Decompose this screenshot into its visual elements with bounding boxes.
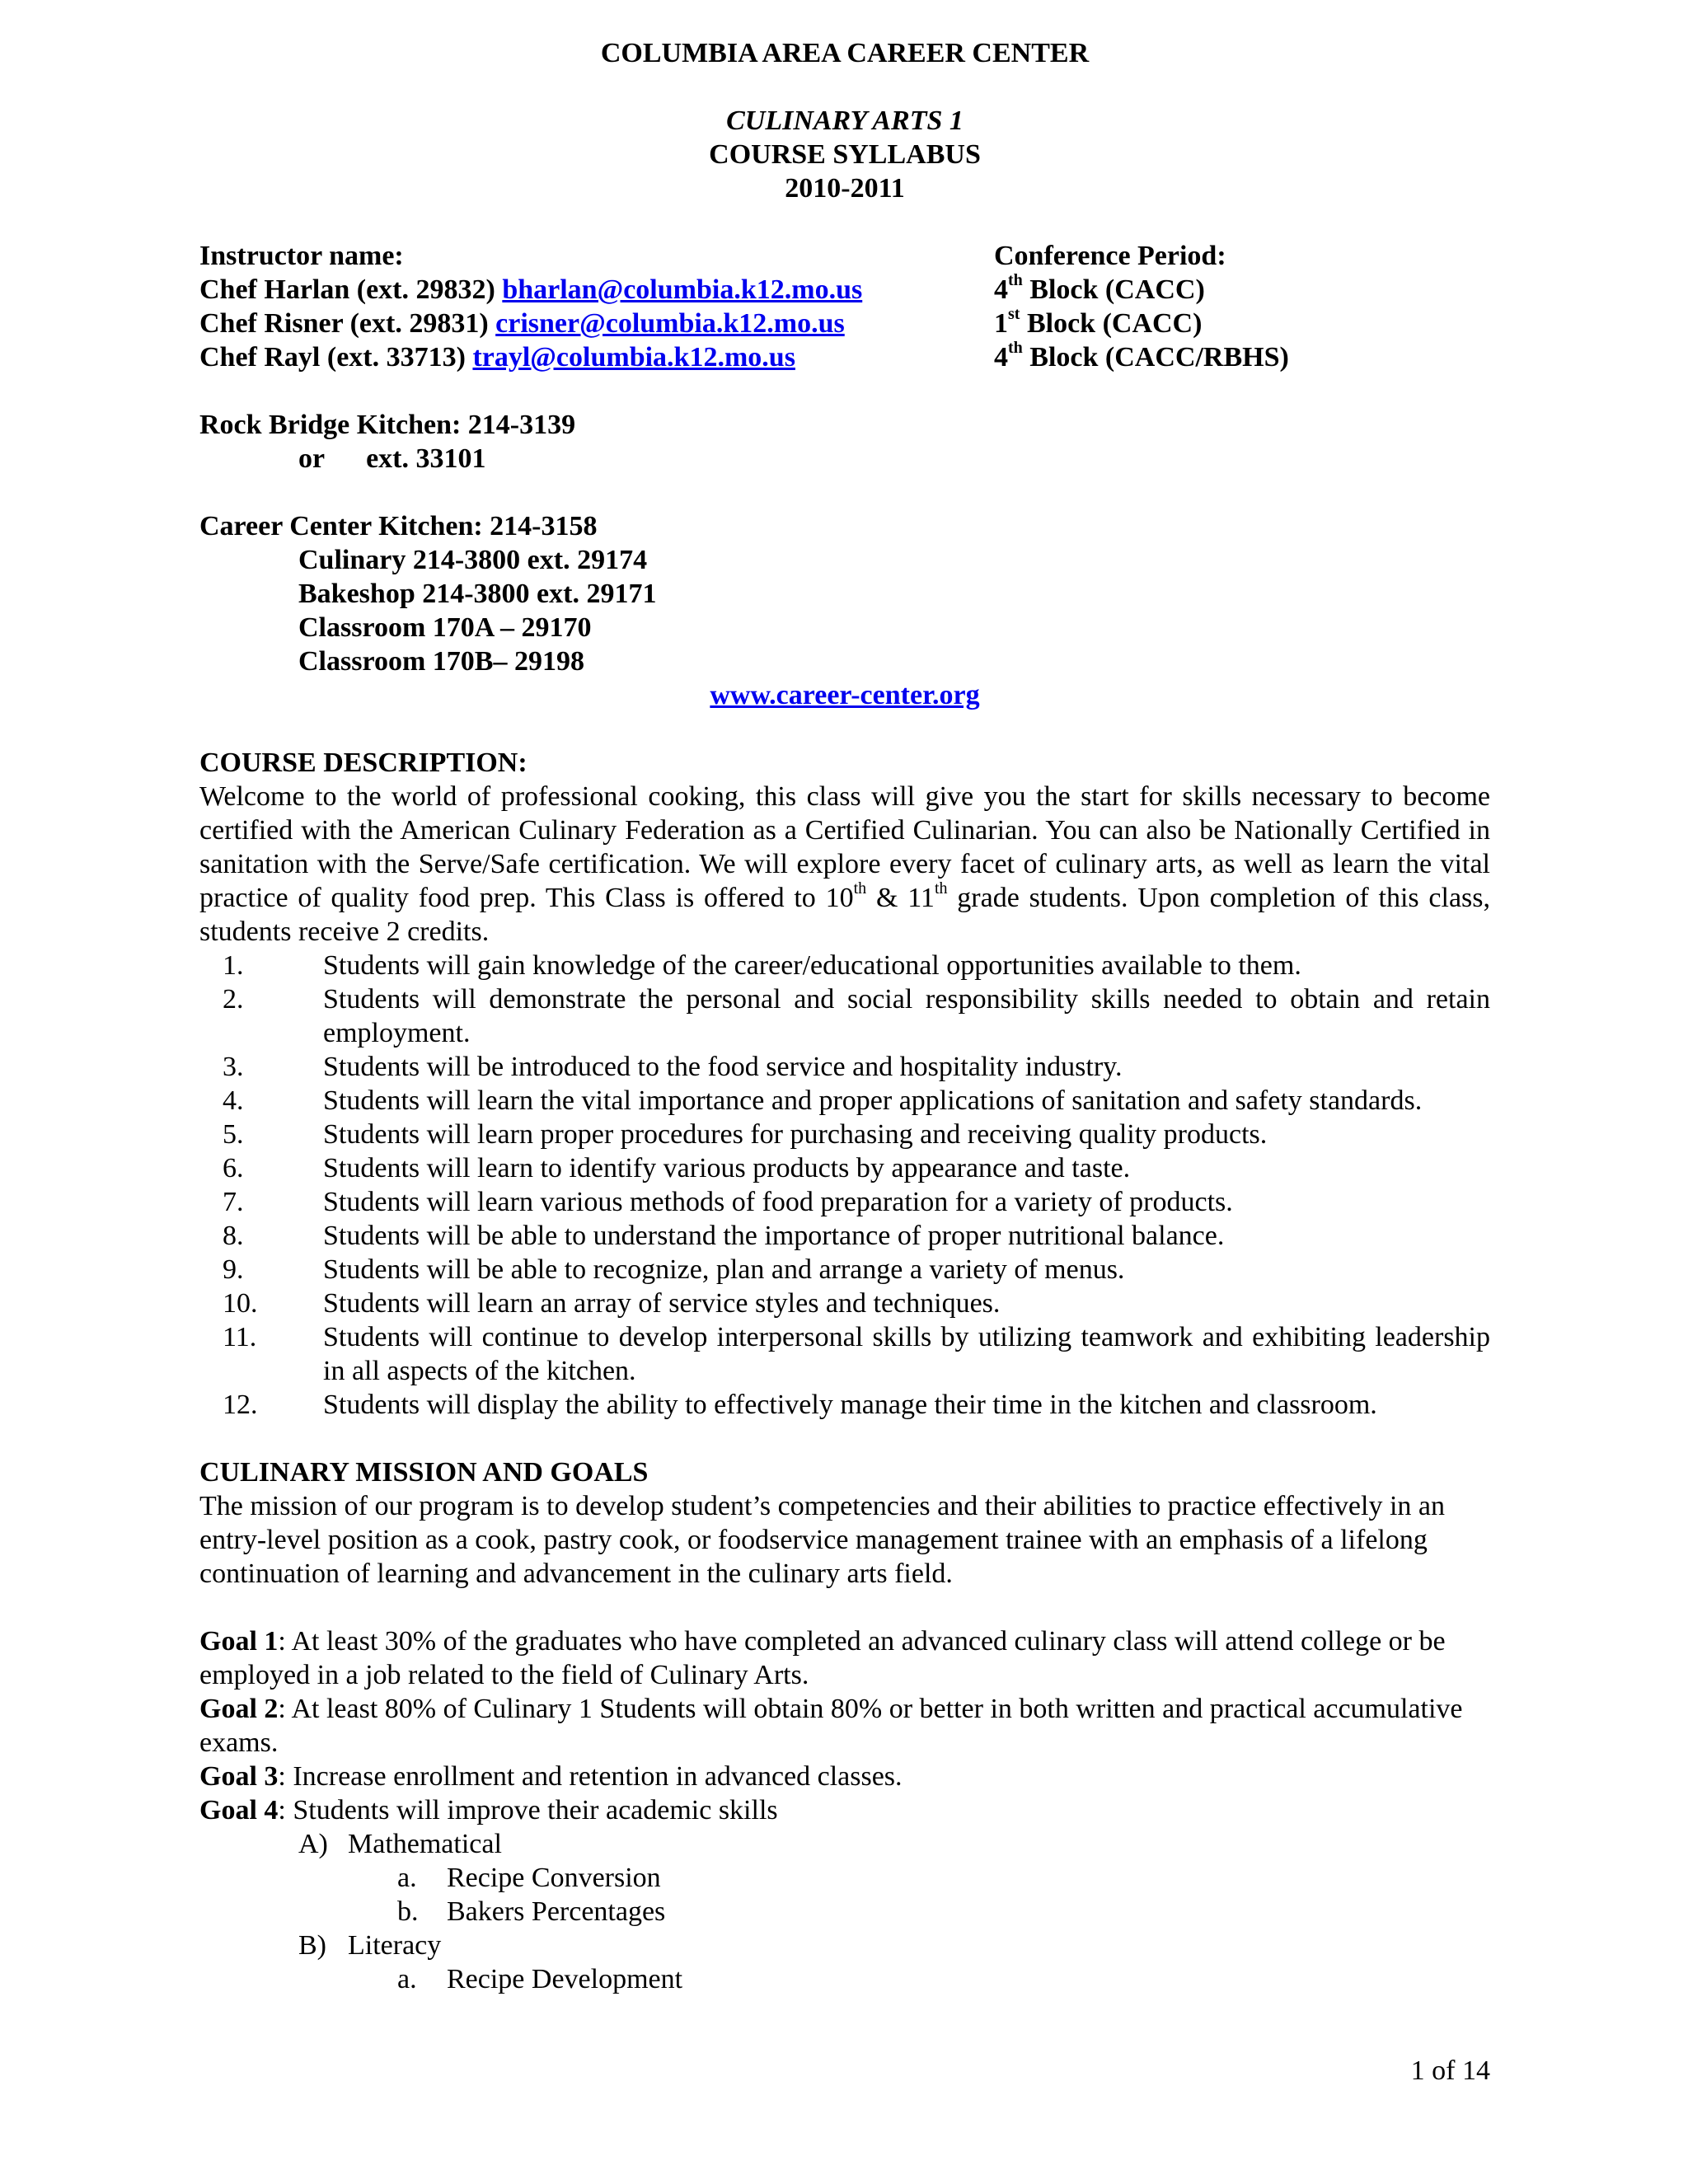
instructor-label: Instructor name: <box>199 241 404 271</box>
block-ordinal: th <box>1008 270 1023 289</box>
item-number: 9. <box>223 1254 244 1285</box>
goal-label: Goal 2 <box>199 1694 279 1724</box>
list-item <box>199 1084 1490 1118</box>
instructor-name: Chef Rayl (ext. 33713) <box>199 342 466 373</box>
goal-text: : At least 80% of Culinary 1 Students will obtain 80% or better in both written and practical accumulative exams. <box>199 1694 1463 1758</box>
item-number: 5. <box>223 1119 244 1150</box>
block-ordinal: th <box>1008 338 1023 357</box>
block-text: Block (CACC) <box>1020 308 1203 339</box>
item-number: 12. <box>223 1390 258 1420</box>
skill-category <box>199 1929 1490 1962</box>
course-description-text <box>199 780 1490 949</box>
skill-item-text: Recipe Development <box>447 1964 683 1994</box>
goal-label: Goal 1 <box>199 1626 279 1657</box>
website-link[interactable]: www.career-center.org <box>710 680 980 710</box>
list-item <box>199 1185 1490 1219</box>
item-text: Students will be able to recognize, plan and arrange a variety of menus. <box>323 1254 1125 1285</box>
instructor-email-link[interactable]: trayl@columbia.k12.mo.us <box>472 342 795 373</box>
description-part: & 11 <box>866 883 935 913</box>
contact-line: Bakeshop 214-3800 ext. 29171 <box>298 579 657 609</box>
course-description-heading: COURSE DESCRIPTION: <box>199 748 528 778</box>
instructor-name: Chef Harlan (ext. 29832) <box>199 274 495 305</box>
goal-label: Goal 3 <box>199 1761 279 1792</box>
description-ordinal: th <box>853 879 867 898</box>
goal-text: : Increase enrollment and retention in advanced classes. <box>278 1761 903 1792</box>
item-text: Students will learn proper procedures for purchasing and receiving quality products. <box>323 1119 1268 1150</box>
goal-text: : Students will improve their academic skills <box>278 1795 778 1825</box>
instructor-email-link[interactable]: bharlan@columbia.k12.mo.us <box>502 274 863 305</box>
goal-item <box>199 1793 1490 1827</box>
block-text: Block (CACC/RBHS) <box>1022 342 1289 373</box>
item-text: Students will demonstrate the personal and social responsibility skills needed to obtain and retain employment. <box>323 984 1490 1048</box>
contact-line: Culinary 214-3800 ext. 29174 <box>298 545 648 575</box>
item-text: Students will display the ability to effectively manage their time in the kitchen and classroom. <box>323 1390 1377 1420</box>
contact-line: Classroom 170B– 29198 <box>298 646 584 677</box>
list-item <box>199 1118 1490 1151</box>
school-name: COLUMBIA AREA CAREER CENTER <box>600 38 1090 68</box>
goal-item <box>199 1692 1490 1760</box>
item-number: 11. <box>223 1322 257 1352</box>
item-number: 8. <box>223 1221 244 1251</box>
item-text: Students will learn the vital importance and proper applications of sanitation and safety standards. <box>323 1085 1423 1116</box>
item-text: Students will gain knowledge of the career/educational opportunities available to them. <box>323 950 1301 981</box>
rock-bridge-phone: Rock Bridge Kitchen: 214-3139 <box>199 410 576 440</box>
or-text: or <box>298 443 326 474</box>
list-item <box>199 982 1490 1050</box>
skill-item-marker: a. <box>397 1964 417 1994</box>
item-text: Students will be introduced to the food service and hospitality industry. <box>323 1052 1123 1082</box>
item-number: 3. <box>223 1052 244 1082</box>
mission-heading: CULINARY MISSION AND GOALS <box>199 1457 649 1488</box>
item-text: Students will be able to understand the importance of proper nutritional balance. <box>323 1221 1225 1251</box>
item-text: Students will learn an array of service styles and techniques. <box>323 1288 1001 1319</box>
doc-type: COURSE SYLLABUS <box>709 139 981 170</box>
list-item <box>199 1050 1490 1084</box>
list-item <box>199 1320 1490 1388</box>
instructor-row <box>199 304 1490 340</box>
skill-item-text: Bakers Percentages <box>447 1896 666 1927</box>
goal-label: Goal 4 <box>199 1795 279 1825</box>
goal-item <box>199 1624 1490 1692</box>
block-number: 4 <box>994 342 1008 373</box>
item-text: Students will learn to identify various products by appearance and taste. <box>323 1153 1131 1183</box>
list-item <box>199 1219 1490 1253</box>
block-number: 1 <box>994 308 1008 339</box>
page-number: 1 of 14 <box>1410 2055 1490 2086</box>
block-text: Block (CACC) <box>1022 274 1205 305</box>
instructor-email-link[interactable]: crisner@columbia.k12.mo.us <box>495 308 845 339</box>
list-item <box>199 1151 1490 1185</box>
objectives-list <box>199 949 1490 1422</box>
skill-item-marker: a. <box>397 1863 417 1893</box>
skill-category <box>199 1827 1490 1861</box>
skill-item-marker: b. <box>397 1896 419 1927</box>
skill-item <box>199 1962 1490 1996</box>
skill-item-text: Recipe Conversion <box>447 1863 661 1893</box>
list-item <box>199 1253 1490 1286</box>
career-center-phone: Career Center Kitchen: 214-3158 <box>199 511 598 541</box>
description-part: grade students. Upon completion of this class, students receive 2 credits. <box>199 883 1491 947</box>
goal-item <box>199 1760 1490 1793</box>
item-number: 2. <box>223 984 244 1015</box>
item-number: 10. <box>223 1288 258 1319</box>
item-number: 6. <box>223 1153 244 1183</box>
list-item <box>199 1388 1490 1422</box>
item-text: Students will learn various methods of food preparation for a variety of products. <box>323 1187 1233 1217</box>
rock-bridge-alt <box>199 442 1490 476</box>
item-number: 4. <box>223 1085 244 1116</box>
goal-text: : At least 30% of the graduates who have completed an advanced culinary class will attend college or be employed in a job related to the field of Culinary Arts. <box>199 1626 1446 1690</box>
instructor-header-row <box>199 239 1490 273</box>
school-year: 2010-2011 <box>785 173 905 204</box>
syllabus-page <box>199 36 1490 1996</box>
item-number: 7. <box>223 1187 244 1217</box>
skill-marker: A) <box>298 1829 328 1859</box>
course-title: CULINARY ARTS 1 <box>726 105 964 136</box>
description-part: Welcome to the world of professional cooking, this class will give you the start for skills necessary to become certified with the American Culinary Federation as a Certified Culinarian. You can also be Nationally Certified in sanitation with the Serve/Safe certification. We will explore every facet of culinary arts, as well as learn the vital practice of quality food prep. This Class is offered to 10 <box>199 781 1490 913</box>
skill-item <box>199 1895 1490 1929</box>
list-item <box>199 949 1490 982</box>
rock-bridge-ext: ext. 33101 <box>366 443 486 474</box>
skill-marker: B) <box>298 1930 326 1961</box>
skill-label: Mathematical <box>348 1829 502 1859</box>
instructor-row <box>199 270 1490 307</box>
description-ordinal: th <box>934 879 948 898</box>
contact-line: Classroom 170A – 29170 <box>298 612 592 643</box>
conference-label: Conference Period: <box>994 241 1226 271</box>
instructor-name: Chef Risner (ext. 29831) <box>199 308 489 339</box>
item-text: Students will continue to develop interpersonal skills by utilizing teamwork and exhibiting leadership in all aspects of the kitchen. <box>323 1322 1490 1386</box>
instructor-row <box>199 340 1490 374</box>
mission-text: The mission of our program is to develop student’s competencies and their abilities to practice effectively in an entry-level position as a cook, pastry cook, or foodservice management trainee with an emphasis of a lifelong continuation of learning and advancement in the culinary arts field. <box>199 1491 1445 1589</box>
skill-item <box>199 1861 1490 1895</box>
list-item <box>199 1286 1490 1320</box>
block-ordinal: st <box>1008 304 1020 323</box>
skill-label: Literacy <box>348 1930 442 1961</box>
item-number: 1. <box>223 950 244 981</box>
block-number: 4 <box>994 274 1008 305</box>
